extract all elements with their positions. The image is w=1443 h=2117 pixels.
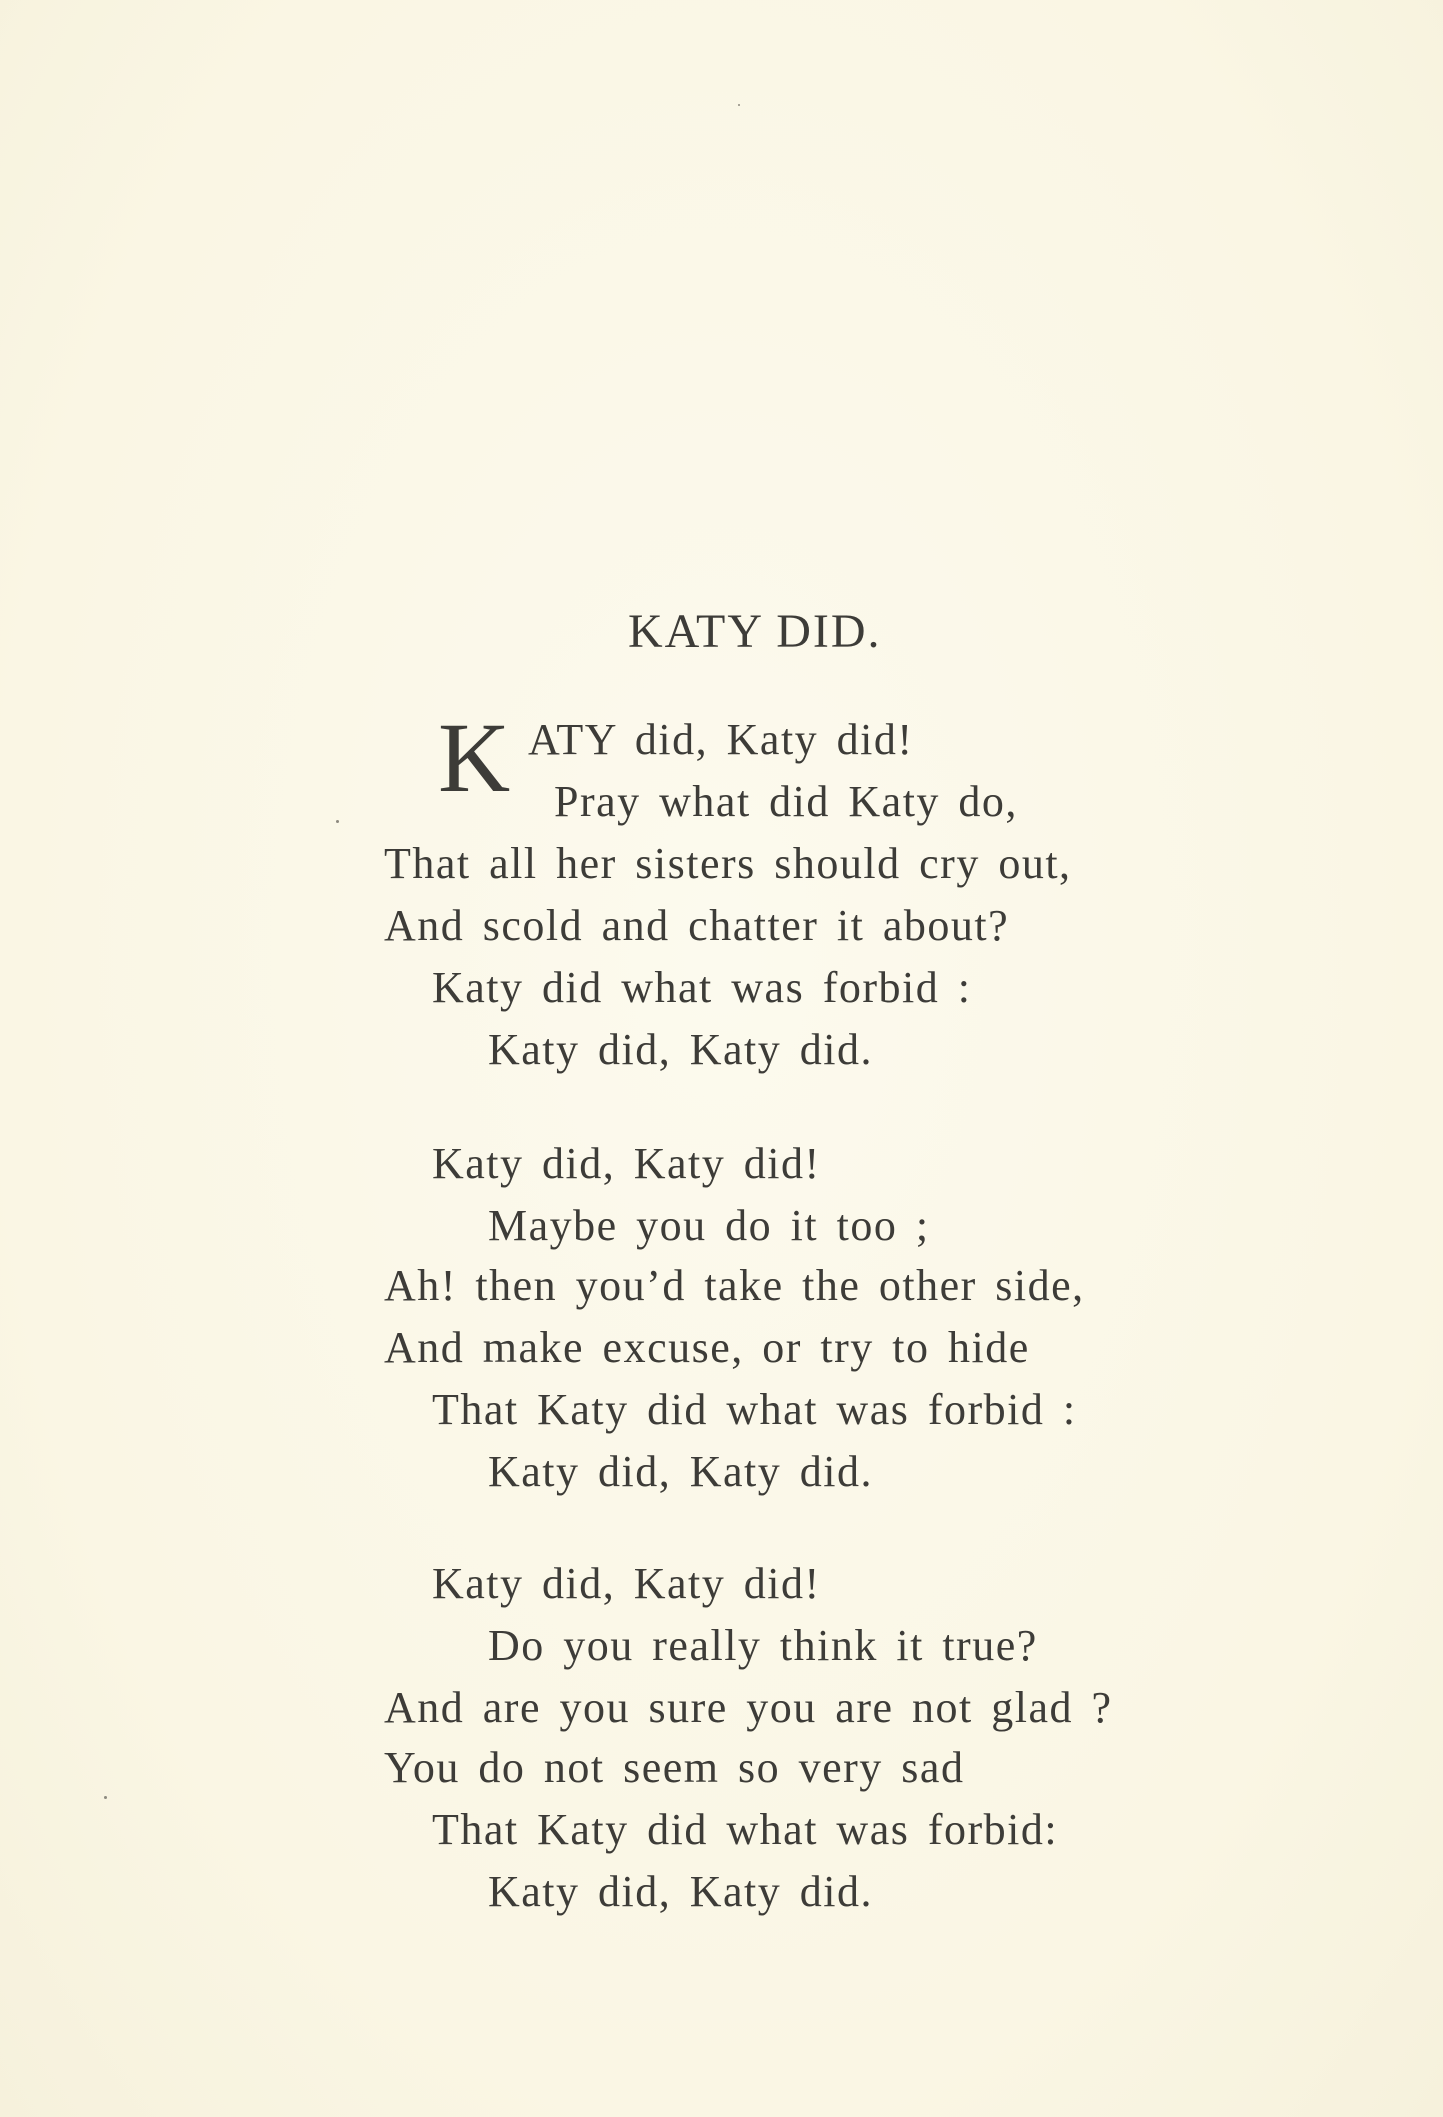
poem-line: Katy did, Katy did! — [432, 1559, 821, 1608]
poem-line: Ah! then you’d take the other side, — [384, 1261, 1085, 1310]
paper-speck — [336, 820, 339, 823]
poem-line: You do not seem so very sad — [384, 1743, 965, 1792]
paper-speck — [104, 1796, 107, 1799]
poem-line: That Katy did what was forbid : — [432, 1385, 1077, 1434]
poem-line: Katy did, Katy did. — [488, 1025, 874, 1074]
poem-line: That all her sisters should cry out, — [384, 839, 1072, 888]
poem-line: Maybe you do it too ; — [488, 1201, 930, 1250]
poem-line: Katy did, Katy did. — [488, 1447, 874, 1496]
poem-line: Katy did, Katy did. — [488, 1867, 874, 1916]
poem-line: Pray what did Katy do, — [554, 777, 1018, 826]
poem-line: Katy did, Katy did! — [432, 1139, 821, 1188]
poem-line: And are you sure you are not glad ? — [384, 1683, 1113, 1732]
poem-line: Katy did what was forbid : — [432, 963, 972, 1012]
poem-line: That Katy did what was forbid: — [432, 1805, 1059, 1854]
poem-line: ATY did, Katy did! — [528, 715, 914, 764]
poem-line: And make excuse, or try to hide — [384, 1323, 1030, 1372]
paper-speck — [738, 104, 740, 106]
poem-line: Do you really think it true? — [488, 1621, 1038, 1670]
drop-cap: K — [438, 702, 511, 813]
poem-title: KATY DID. — [628, 605, 882, 658]
poem-line: And scold and chatter it about? — [384, 901, 1010, 950]
